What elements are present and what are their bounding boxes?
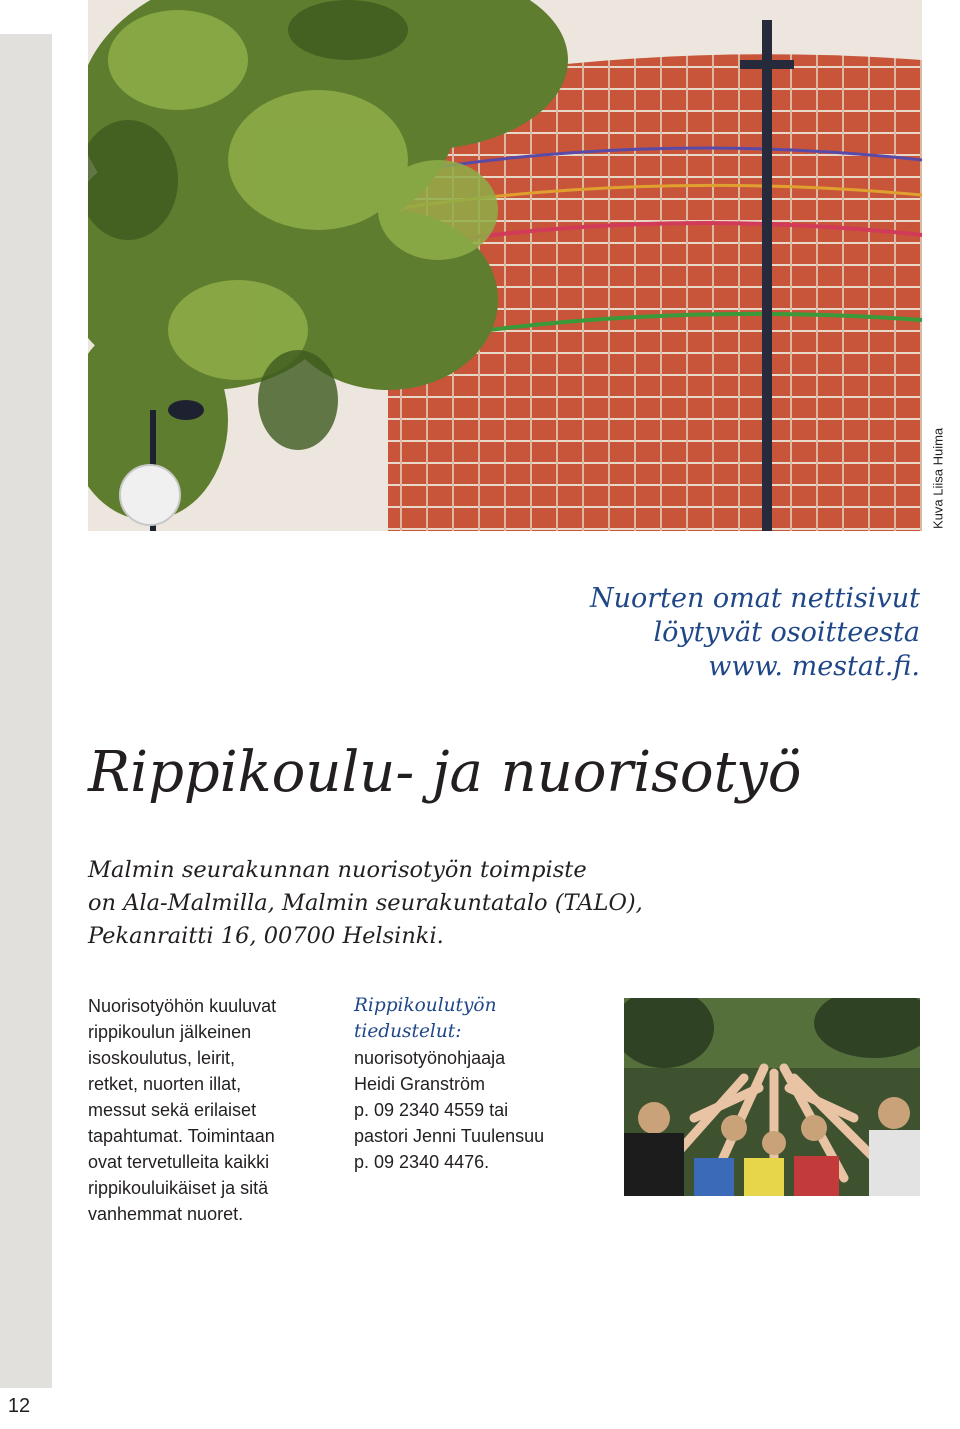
- body-line: vanhemmat nuoret.: [88, 1204, 244, 1224]
- contact-line: p. 09 2340 4559 tai: [354, 1100, 509, 1120]
- contact-line: p. 09 2340 4476.: [354, 1152, 490, 1172]
- body-line: isoskoulutus, leirit,: [88, 1048, 236, 1068]
- body-line: Nuorisotyöhön kuuluvat: [88, 996, 277, 1016]
- body-line: tapahtumat. Toimintaan: [88, 1126, 275, 1146]
- contact-line: Heidi Granström: [354, 1074, 486, 1094]
- body-line: rippikoulun jälkeinen: [88, 1022, 252, 1042]
- intro-line: on Ala-Malmilla, Malmin seurakuntatalo (TALO),: [88, 890, 643, 916]
- body-line: messut sekä erilaiset: [88, 1100, 257, 1120]
- body-line: rippikouluikäiset ja sitä: [88, 1178, 269, 1198]
- contact-heading: tiedustelut:: [354, 1021, 462, 1042]
- body-paragraph: [88, 993, 343, 1227]
- side-strip: [0, 0, 52, 1429]
- callout-line: www. mestat.fi.: [708, 651, 920, 682]
- body-line: retket, nuorten illat,: [88, 1074, 242, 1094]
- contact-heading: Rippikoulutyön: [354, 995, 497, 1016]
- page-title: Rippikoulu- ja nuorisotyö: [88, 740, 802, 805]
- contact-info: [354, 993, 616, 1175]
- intro-line: Pekanraitti 16, 00700 Helsinki.: [88, 923, 444, 949]
- callout-line: löytyvät osoitteesta: [653, 617, 920, 648]
- church-photo: [88, 0, 922, 531]
- page-number: 12: [7, 1394, 31, 1417]
- callout-line: Nuorten omat nettisivut: [589, 583, 920, 614]
- corner-box: [0, 0, 52, 34]
- group-photo: [624, 998, 920, 1196]
- contact-line: nuorisotyönohjaaja: [354, 1048, 506, 1068]
- intro-paragraph: [88, 854, 828, 953]
- body-line: ovat tervetulleita kaikki: [88, 1152, 270, 1172]
- photo-credit: Kuva Liisa Huima: [930, 427, 946, 529]
- contact-line: pastori Jenni Tuulensuu: [354, 1126, 545, 1146]
- intro-line: Malmin seurakunnan nuorisotyön toimpiste: [88, 857, 587, 883]
- website-callout: [520, 582, 920, 684]
